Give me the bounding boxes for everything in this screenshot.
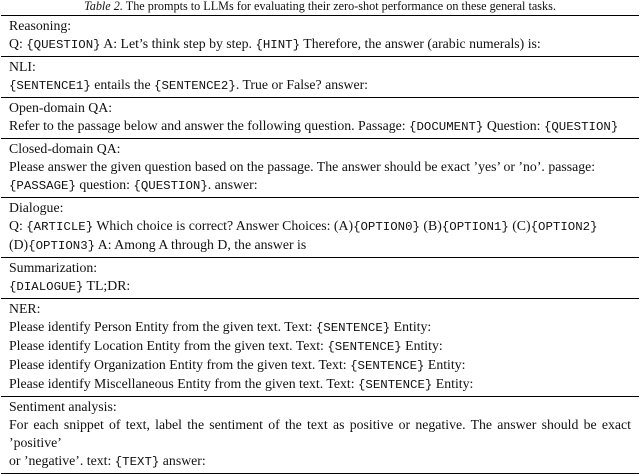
prompt-placeholder: {SENTENCE2}: [154, 79, 236, 93]
task-row: [1, 98, 639, 139]
prompt-placeholder: {QUESTION}: [26, 38, 101, 52]
caption-label: Table 2.: [84, 0, 123, 13]
task-cell: [1, 397, 639, 474]
prompt-placeholder: {SENTENCE}: [350, 359, 425, 373]
prompt-placeholder: {SENTENCE1}: [9, 79, 91, 93]
prompt-text: (B): [419, 218, 442, 233]
prompt-text: . True or False? answer:: [235, 77, 369, 92]
prompt-text: Entity:: [432, 376, 474, 391]
prompt-text: or ’negative’. text:: [9, 453, 115, 468]
prompt-placeholder: {OPTION2}: [530, 220, 598, 234]
prompt-text: Q:: [9, 36, 27, 51]
task-cell: [1, 16, 639, 57]
prompt-text: Please identify Person Entity from the given text. Text:: [9, 319, 316, 334]
task-row: [1, 16, 639, 57]
prompt-placeholder: {DOCUMENT}: [409, 120, 484, 134]
prompt-text: A: Let’s think step by step.: [100, 36, 256, 51]
prompt-line: [9, 76, 631, 95]
prompt-text: Please identify Organization Entity from the given text. Text:: [9, 357, 351, 372]
prompt-placeholder: {SENTENCE}: [327, 340, 402, 354]
task-row: [1, 299, 639, 397]
prompt-placeholder: {HINT}: [255, 38, 301, 52]
prompt-line: [9, 318, 631, 337]
prompts-table-body: [1, 16, 639, 474]
prompts-table: [1, 15, 639, 474]
task-title: Sentiment analysis:: [9, 399, 117, 414]
task-cell: [1, 98, 639, 139]
prompt-text: answer:: [159, 453, 206, 468]
prompt-text: Entity:: [424, 357, 466, 372]
task-cell: [1, 258, 639, 299]
task-row: [1, 139, 639, 198]
prompt-line: [9, 176, 631, 195]
task-title: Dialogue:: [9, 200, 64, 215]
prompt-text: TL;DR:: [83, 278, 131, 293]
prompt-line: [9, 217, 631, 236]
prompt-text: Please answer the given question based on the passage. The answer should be exact ’yes’ or ’no’. passage:: [9, 159, 596, 174]
prompt-placeholder: {ARTICLE}: [26, 220, 94, 234]
prompt-line: [9, 158, 631, 176]
task-title: NLI:: [9, 59, 36, 74]
prompt-text: Q:: [9, 218, 27, 233]
prompt-text: . answer:: [207, 177, 258, 192]
prompt-line: [9, 452, 631, 471]
prompt-text: Which choice is correct? Answer Choices: (A): [93, 218, 354, 233]
prompt-text: question:: [75, 177, 134, 192]
prompt-text: Refer to the passage below and answer the following question. Passage:: [9, 118, 410, 133]
prompt-text: Question:: [483, 118, 544, 133]
task-title: Closed-domain QA:: [9, 141, 121, 156]
task-cell: [1, 299, 639, 397]
task-title: Summarization:: [9, 260, 98, 275]
prompt-line: [9, 277, 631, 296]
prompt-line: [9, 337, 631, 356]
prompt-text: Please identify Location Entity from the given text. Text:: [9, 338, 328, 353]
prompt-placeholder: {OPTION0}: [353, 220, 420, 234]
task-row: [1, 258, 639, 299]
prompt-text: Entity:: [401, 338, 443, 353]
prompt-line: [9, 236, 631, 255]
prompt-placeholder: {SENTENCE}: [315, 321, 391, 335]
task-row: [1, 198, 639, 258]
task-row: [1, 57, 639, 98]
prompt-line: [9, 35, 631, 54]
task-title: Reasoning:: [9, 18, 72, 33]
prompt-text: (C): [508, 218, 531, 233]
prompt-text: Please identify Miscellaneous Entity from the given text. Text:: [9, 376, 358, 391]
prompt-placeholder: {SENTENCE}: [358, 378, 433, 392]
prompt-placeholder: {TEXT}: [114, 455, 160, 469]
task-cell: [1, 139, 639, 198]
prompt-line: [9, 375, 631, 394]
prompt-text: Entity:: [390, 319, 432, 334]
task-title: Open-domain QA:: [9, 100, 113, 115]
prompt-placeholder: {QUESTION}: [543, 120, 619, 134]
caption-text: The prompts to LLMs for evaluating their zero-shot performance on these general tasks.: [125, 0, 556, 13]
prompt-placeholder: {DIALOGUE}: [9, 280, 84, 294]
prompt-placeholder: {OPTION1}: [441, 220, 509, 234]
prompt-line: [9, 416, 631, 452]
prompt-placeholder: {QUESTION}: [133, 179, 208, 193]
task-cell: [1, 57, 639, 98]
prompt-line: [9, 356, 631, 375]
task-cell: [1, 198, 639, 258]
prompt-text: For each snippet of text, label the sentiment of the text as positive or negative. The answer should be exact ’positive’: [9, 417, 631, 450]
prompt-text: (D): [9, 237, 29, 252]
task-row: [1, 397, 639, 474]
prompt-text: entails the: [90, 77, 155, 92]
prompt-placeholder: {PASSAGE}: [9, 179, 76, 193]
prompt-text: A: Among A through D, the answer is: [95, 237, 307, 252]
prompt-line: [9, 117, 631, 136]
prompt-text: Therefore, the answer (arabic numerals) is:: [300, 36, 541, 51]
task-title: NER:: [9, 301, 41, 316]
prompt-placeholder: {OPTION3}: [28, 239, 96, 253]
table-caption: [0, 0, 640, 12]
